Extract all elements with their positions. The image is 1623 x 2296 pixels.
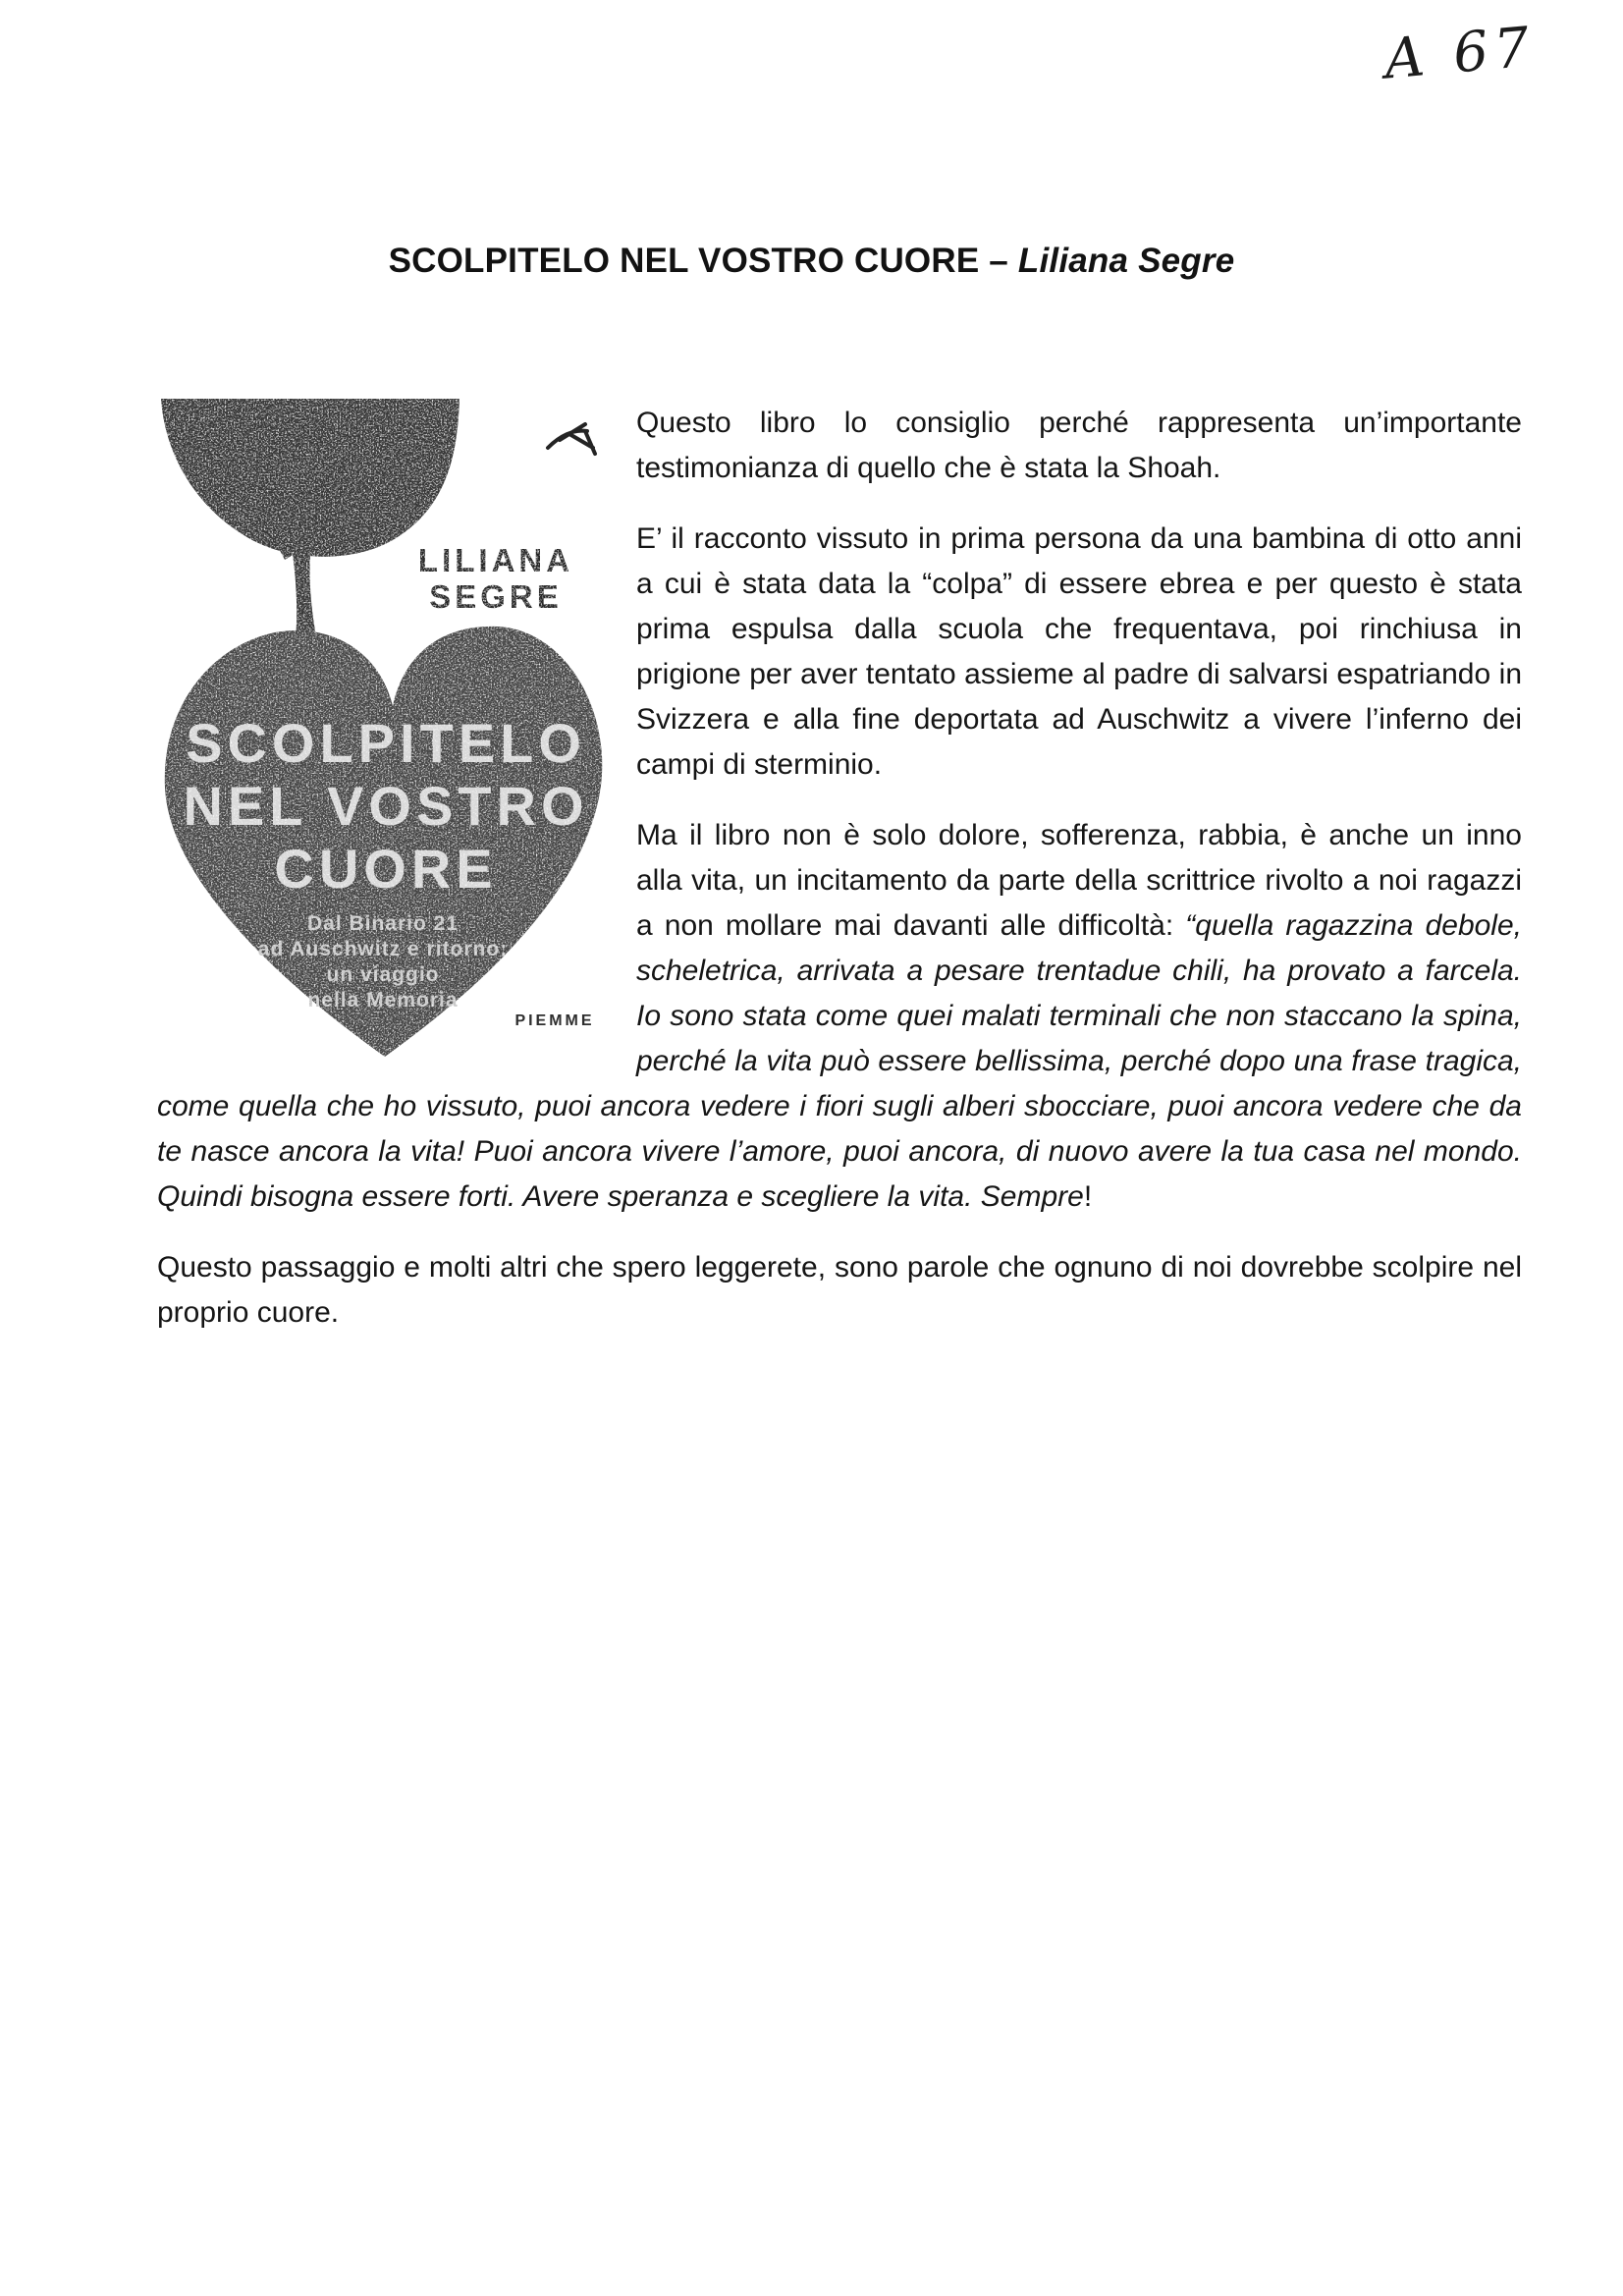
cover-subtitle-line2: ad Auschwitz e ritorno: xyxy=(257,938,509,960)
bird-icon xyxy=(548,424,595,454)
page-title-author: Liliana Segre xyxy=(1017,242,1235,280)
cover-author-line1: LILIANA xyxy=(417,542,574,578)
cover-subtitle-line3: un viaggio xyxy=(326,963,440,986)
review-paragraph-3-quote: “quella ragazzina debole, scheletrica, arrivata a pesare trentadue chili, ha provato a farcela. Io sono stata come quei malati terminali che non staccano la spina, perché la vita può essere bellissima, perché dopo una frase tragica, come quella che ho vissuto, puoi ancora vedere i fiori sugli alberi sbocciare, puoi ancora vedere che da te nasce ancora la vita! Puoi ancora vivere l’amore, puoi ancora, di nuovo avere la tua casa nel mondo. Quindi bisogna essere forti. Avere speranza e scegliere la vita. Sempre xyxy=(157,909,1522,1213)
cover-title-line2: NEL VOSTRO xyxy=(183,775,589,837)
book-cover-image xyxy=(157,397,611,1057)
review-paragraph-3-lead: Ma il libro non è solo dolore, sofferenza, rabbia, è anche un inno alla vita, un incitamento da parte della scrittrice rivolto a noi ragazzi a non mollare mai davanti alle difficoltà: xyxy=(636,819,1522,942)
handwritten-annotation: A 67 xyxy=(1380,15,1538,92)
publisher-logo: PIEMME xyxy=(514,1012,595,1029)
cover-title-line3: CUORE xyxy=(274,838,498,900)
review-content xyxy=(157,397,1522,1361)
tree-icon xyxy=(161,399,460,642)
page-title-dash: – xyxy=(989,242,1008,280)
review-paragraph-2: E’ il racconto vissuto in prima persona da una bambina di otto anni a cui è stata data la “colpa” di essere ebrea e per questo è stata prima espulsa dalla scuola che frequentava, poi rinchiusa in prigione per aver tentato assieme al padre di salvarsi espatriando in Svizzera e alla fine deportata ad Auschwitz a vivere l’inferno dei campi di sterminio. xyxy=(636,522,1522,781)
cover-title-line1: SCOLPITELO xyxy=(186,712,586,774)
review-paragraph-4: Questo passaggio e molti altri che spero leggerete, sono parole che ognuno di noi dovrebbe scolpire nel proprio cuore. xyxy=(157,1251,1522,1329)
cover-subtitle-line1: Dal Binario 21 xyxy=(306,912,460,935)
page-title-main: SCOLPITELO NEL VOSTRO CUORE xyxy=(388,242,980,280)
cover-subtitle-line4: nella Memoria xyxy=(307,989,459,1011)
book-cover-art xyxy=(157,397,611,1057)
review-paragraph-1: Questo libro lo consiglio perché rappresenta un’importante testimonianza di quello che è stata la Shoah. xyxy=(636,407,1522,484)
page-title xyxy=(0,242,1623,281)
cover-author-line2: SEGRE xyxy=(429,578,563,615)
review-paragraph-3-end: ! xyxy=(1083,1180,1093,1213)
